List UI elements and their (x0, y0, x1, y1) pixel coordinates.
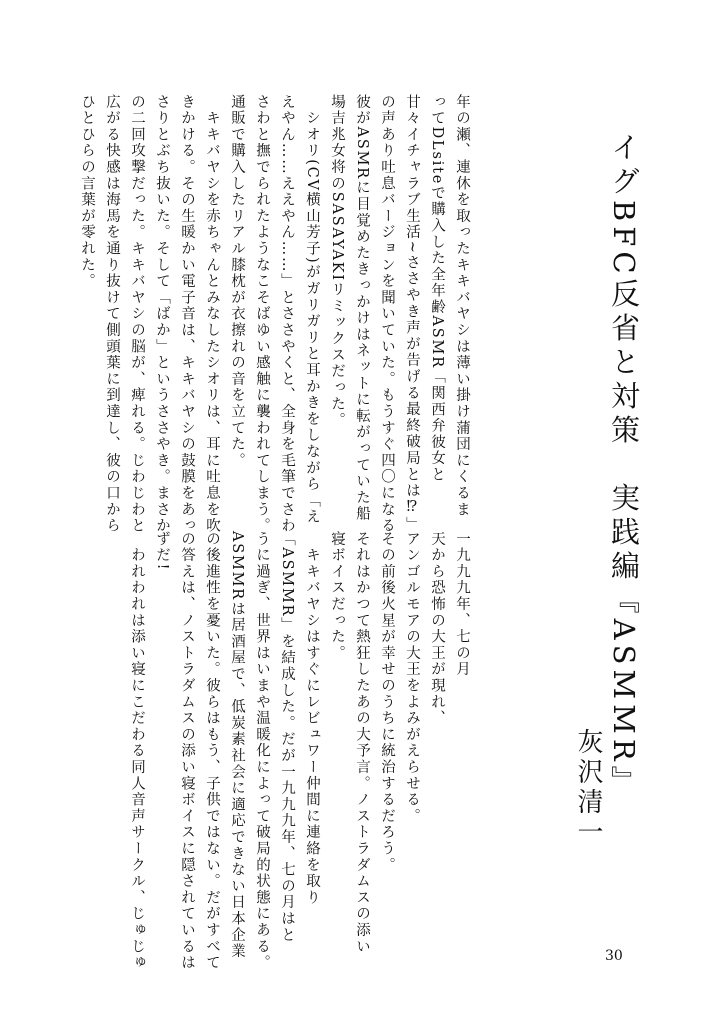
text-line: 彼がASMRに目覚めたきっかけはネットに転がっていた船 (354, 94, 370, 523)
text-line: ずだ! (154, 531, 170, 572)
text-line: きかける。その生暖かい電子音は、キキバヤシの鼓膜をあっ (179, 94, 195, 535)
text-line: それはかつて熱狂したあの大予言。ノストラダムスの添い (354, 531, 370, 955)
author-name: 灰沢清一 (573, 728, 603, 848)
text-line: アンゴルモアの大王をよみがえらせる。 (404, 531, 420, 825)
text-line: キキバヤシを赤ちゃんとみなしたシオリは、耳に吐息を吹 (204, 94, 220, 535)
text-line: うに過ぎ、世界はいまや温暖化によって破局的状態にある。 (254, 531, 270, 972)
text-line: ってDLsiteで購入した全年齢ASMR「関西弁彼女と (429, 94, 445, 484)
text-line: 広がる快感は海馬を通り抜けて側頭葉に到達し、彼の口から (104, 94, 120, 535)
text-line: 場吉兆女将のSASAYAKIリミックスだった。 (329, 94, 345, 429)
text-line: の声あり吐息バージョンを聞いていた。もうすぐ四〇になる (379, 94, 395, 535)
text-line: えやん……ええやん……」とささやくと、全身を毛筆でさわ (279, 94, 295, 535)
text-line: の二回攻撃だった。キキバヤシの脳が、痺れる。じわじわと (129, 94, 145, 535)
text-line: 年の瀬、連休を取ったキキバヤシは薄い掛け蒲団にくるま (454, 94, 470, 518)
text-line: 「ASMMR」を結成した。だが一九九九年、七の月はと (279, 531, 295, 944)
text-line: さりとぶち抜いた。そして「ばか」というささやき。まさか (154, 94, 170, 535)
text-line: 天から恐怖の大王が現れ、 (429, 531, 445, 727)
text-line: 甘々イチャラブ生活~ささやき声が告げる最終破局とは⁉」 (404, 94, 420, 534)
text-line: さわと撫でられたようなこそばゆい感触に襲われてしまう。 (254, 94, 270, 535)
text-line: 寝ボイスだった。 (329, 531, 345, 662)
text-line: 通販で購入したリアル膝枕が衣擦れの音を立てた。 (229, 94, 245, 469)
body-text-upper (74, 94, 474, 535)
text-line: シオリ(CV横山芳子)がガリガリと耳かきをしながら「え (304, 94, 320, 526)
text-line: キキバヤシはすぐにレビュワー仲間に連絡を取り (304, 531, 320, 906)
text-line: われわれは添い寝にこだわる同人音声サークル、じゅじゅ (129, 531, 145, 972)
text-line: その前後火星が幸せのうちに統治するだろう。 (379, 531, 395, 874)
text-line: ASMMRは居酒屋で、低炭素社会に適応できない日本企業 (229, 531, 245, 960)
text-line: 一九九九年、七の月 (454, 531, 470, 678)
text-line: の答えは、ノストラダムスの添い寝ボイスに隠されているは (179, 531, 195, 972)
story-title: イグBFC反省と対策 実践編『ASMMR』 (607, 132, 641, 800)
body-text-lower (124, 531, 474, 972)
text-line: の後進性を憂いた。彼らはもう、子供ではない。だがすべて (204, 531, 220, 972)
text-line: ひとひらの言葉が零れた。 (79, 94, 95, 290)
page-number: 30 (605, 948, 623, 964)
